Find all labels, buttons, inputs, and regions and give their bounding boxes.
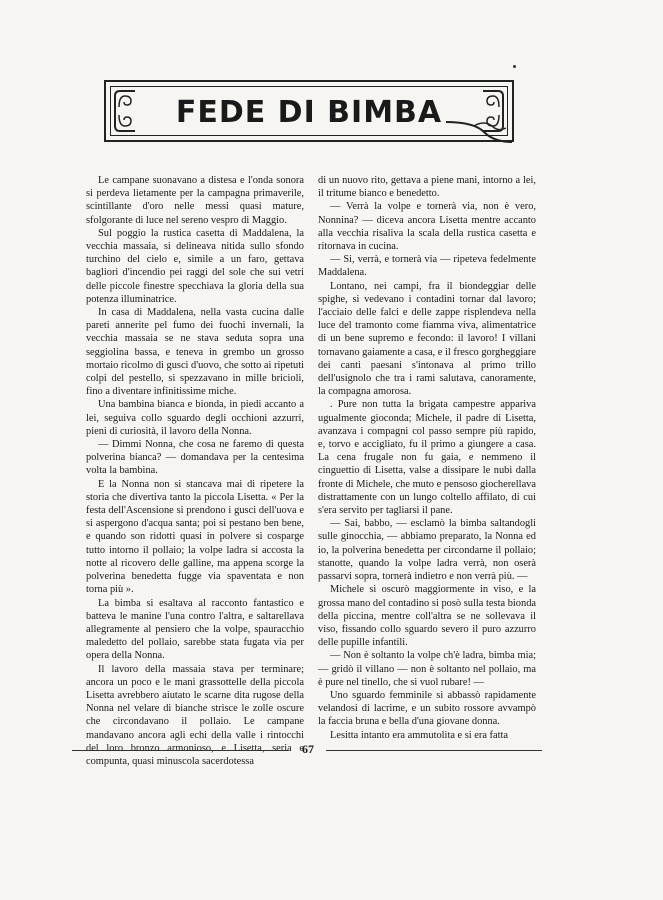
paragraph: Lontano, nei campi, fra il biondeggiar delle spighe, si vedevano i contadini tornar dal lavoro; l'acciaio delle falci e delle zappe risplendeva nella luce del tramonto come fiamma viva, alimentatrice di un bene supremo e fecondo: il lavoro! I villani tornavano gaiamente a casa, e il fresco gorgheggiare dei canti paesani s'intonava al primo trillo dell'usignolo che tra i rami salutava, canoramente, la compagna amorosa. [318,280,536,398]
print-speck [513,65,516,68]
page-number: 67 [302,742,314,756]
paragraph: — Verrà la volpe e tornerà via, non è vero, Nonnina? — diceva ancora Lisetta mentre accanto alla vecchia risaliva la scala della rustica casetta e ritornava in cucina. [318,201,536,253]
paragraph: — Non è soltanto la volpe ch'è ladra, bimba mia; — gridò il villano — non è soltanto nel pollaio, ma è pure nel tinello, che si vuol rubare! — [318,650,536,688]
paragraph: Lesitta intanto era ammutolita e si era fatta [330,729,509,741]
paragraph: di un nuovo rito, gettava a piene mani, intorno a lei, il tritume bianco e benedetto. [318,175,536,200]
paragraph: Uno sguardo femminile si abbassò rapidamente velandosi di lacrime, e un subito rossore avvampò la faccia bruna e bella d'una giovane donna. [318,689,536,728]
paragraph: Una bambina bianca e bionda, in piedi accanto a lei, seguiva collo sguardo degli occhioni azzurri, pieni di curiosità, il lavoro della Nonna. [86,399,304,437]
paragraph: — Dimmi Nonna, che cosa ne faremo di questa polverina bianca? — domandava per la centesima volta la bambina. [86,439,304,477]
paragraph: In casa di Maddalena, nella vasta cucina dalle pareti annerite pel fumo dei fuochi invernali, la vecchia massaia se ne stava seduta sopra una seggiolina bassa, e teneva in grembo un grosso mortaio ricolmo di gusci d'uovo, che sotto ai ripetuti colpi del pestello, si spezzavano in mille briciolі, fino a diventare infinitissime miche. [86,307,305,398]
footer-rule-right [326,750,542,751]
paragraph: — Sai, babbo, — esclamò la bimba saltandogli sulle ginocchia, — abbiamo preparato, la Nonna ed io, la polverina benedetta per circondarne il pollaio; stanotte, quando la volpe ladra verrà, non oserà passarvi sopra, tornerà indietro e non verrà più. — [318,518,536,583]
paragraph: Le campane suonavano a distesa e l'onda sonora si perdeva lietamente per la campagna primaverile, scintillante d'oro nelle messi quasi mature, sfolgorante di luce nel sereno vespro di Maggio. [86,175,304,226]
left-column [86,174,304,768]
paragraph: La bimba si esaltava al racconto fantastico e batteva le manine l'una contro l'altra, e saltarellava allegramente al pensiero che la volpe, spauracchio maledetto del pollaio, sarebbe stata fugata via per opera della Nonna. [86,597,304,662]
paragraph: . Pure non tutta la brigata campestre appariva ugualmente gioconda; Michele, il padre di Lisetta, avanzava i compagni col passo sempre più rapido, e, torvo e accigliato, fu il primo a giungere a casa. La cena frugale non fu gaia, e nemmeno il cinguettio di Lisetta, valse a dissipare le nubi dalla fronte di Michele, che muto e pensoso giocherellava distrattamente con un lungo coltello affilato, di cui s'era servito per tagliarsi il pane. [318,399,536,517]
article-title: FEDE DI BIMBA [175,95,443,130]
paragraph: E la Nonna non si stancava mai di ripetere la storia che divertiva tanto la piccola Lisetta. « Per la festa dell'Ascensione si prendono i gusci dell'uova e si aspergono d'acqua santa; poi si pestano ben bene, e quando son ridotti quasi in polvere si cosparge tutto intorno il pollaio; la volpe ladra si accosta la notte al ricovero delle galline, ma appena scorge la polverina benedetta fugge via spaventata e non torna più ». [86,478,304,596]
paragraph: Sul poggio la rustica casetta di Maddalena, la vecchia massaia, si delineava nitida sullo sfondo turchino del cielo e, simile a un faro, gettava bagliori d'incendio pei raggi del sole che sui vetri delle piccole finestre specchiava la gloria della sua potenza illuminatrice. [86,227,304,305]
paragraph: Il lavoro della massaia stava per terminare; ancora un poco e le mani grassottelle della piccola Lisetta avrebbero aiutato le scarne dita rugose della Nonna nel velare di bianche strisce le zolle oscure che circondavano il pollaio. Le campane mandavano ancora agli echi della valle i rintocchi del loro bronzo armonioso, e Lisetta, seria e compunta, quasi minuscola sacerdotessa [86,663,304,767]
footer-rule-left [72,750,288,751]
title-flourish-icon [444,118,514,146]
paragraph: — Si, verrà, e tornerà via — ripeteva fedelmente Maddalena. [318,254,536,279]
right-column [318,174,536,742]
paragraph: Michele si oscurò maggiormente in viso, e la grossa mano del contadino si posò sulla testa bionda della piccina, mentre coll'altra se ne sollevava il viso, fissando collo sguardo severo il puro azzurro delle pupille infantili. [318,584,536,649]
